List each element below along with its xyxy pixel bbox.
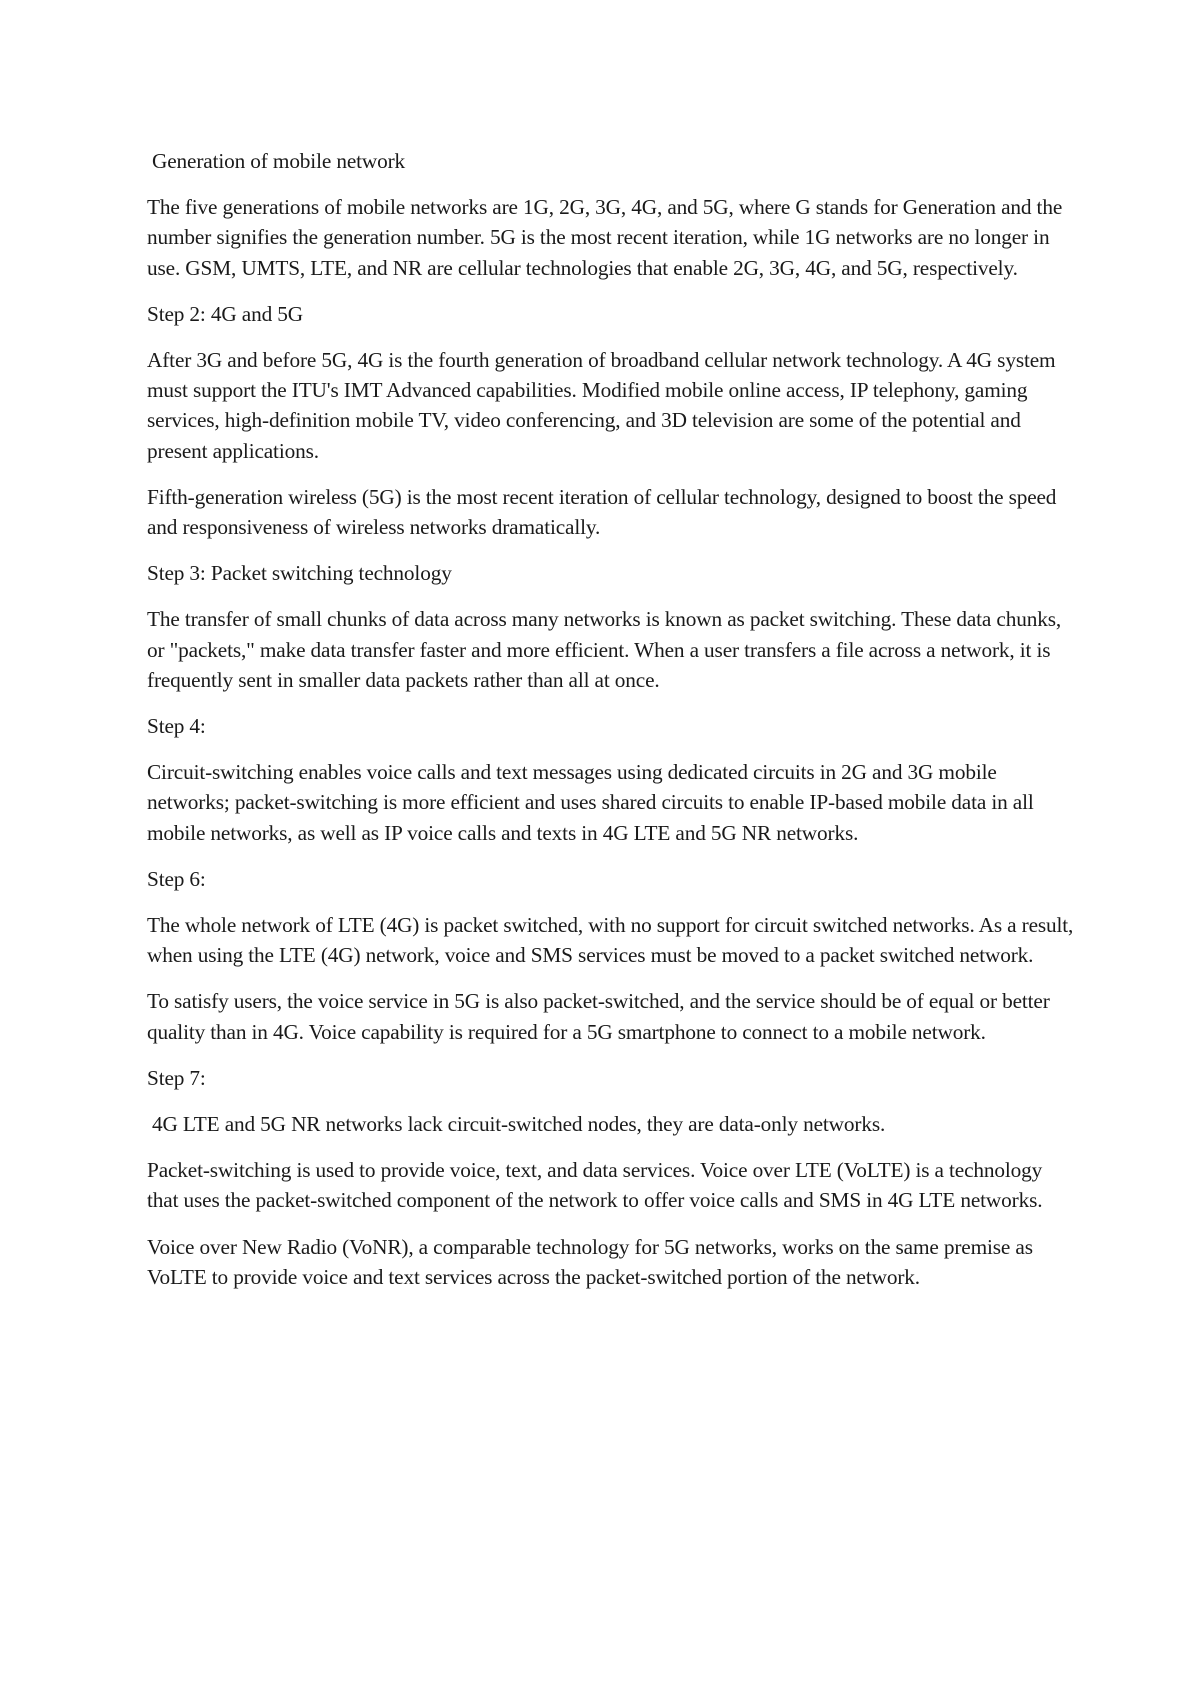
step-heading-2: Step 2: 4G and 5G — [147, 301, 303, 326]
step-heading-7: Step 7: — [147, 1065, 206, 1090]
paragraph-data-only: 4G LTE and 5G NR networks lack circuit-switched nodes, they are data-only networks. — [152, 1112, 886, 1137]
paragraph-lte-network: The whole network of LTE (4G) is packet switched, with no support for circuit switched networks. As a result, when using the LTE (4G) network, voice and SMS services must be moved to a packet switched network. — [147, 913, 1074, 968]
paragraph-5g: Fifth-generation wireless (5G) is the most recent iteration of cellular technology, designed to boost the speed and responsiveness of wireless networks dramatically. — [147, 484, 1057, 540]
paragraph-circuit-switching: Circuit-switching enables voice calls and text messages using dedicated circuits in 2G and 3G mobile networks; packet-switching is more efficient and uses shared circuits to enable IP-based mobile data in all mobile networks, as well as IP voice calls and texts in 4G LTE and 5G NR networks. — [147, 760, 1034, 845]
step-heading-6: Step 6: — [147, 866, 206, 891]
document-body — [147, 146, 1077, 1308]
paragraph-4g: After 3G and before 5G, 4G is the fourth generation of broadband cellular network technology. A 4G system must support the ITU's IMT Advanced capabilities. Modified mobile online access, IP telephony, gaming services, high-definition mobile TV, video conferencing, and 3D television are some of the potential and present applications. — [147, 348, 1056, 463]
paragraph-5g-voice: To satisfy users, the voice service in 5G is also packet-switched, and the service should be of equal or better quality than in 4G. Voice capability is required for a 5G smartphone to connect to a mobile network. — [147, 989, 1050, 1044]
paragraph-vonr: Voice over New Radio (VoNR), a comparable technology for 5G networks, works on the same premise as VoLTE to provide voice and text services across the packet-switched portion of the network. — [147, 1234, 1033, 1289]
document-title: Generation of mobile network — [152, 149, 406, 173]
paragraph-volte: Packet-switching is used to provide voice, text, and data services. Voice over LTE (VoLTE) is a technology that uses the packet-switched component of the network to offer voice calls and SMS in 4G LTE networks. — [147, 1158, 1043, 1213]
paragraph-packet-switching: The transfer of small chunks of data across many networks is known as packet switching. These data chunks, or "packets," make data transfer faster and more efficient. When a user transfers a file across a network, it is frequently sent in smaller data packets rather than all at once. — [147, 607, 1062, 692]
paragraph-intro: The five generations of mobile networks are 1G, 2G, 3G, 4G, and 5G, where G stands for Generation and the number signifies the generation number. 5G is the most recent iteration, while 1G networks are no longer in use. GSM, UMTS, LTE, and NR are cellular technologies that enable 2G, 3G, 4G, and 5G, respectively. — [147, 195, 1063, 280]
step-heading-4: Step 4: — [147, 714, 206, 739]
step-heading-3: Step 3: Packet switching technology — [147, 561, 452, 586]
